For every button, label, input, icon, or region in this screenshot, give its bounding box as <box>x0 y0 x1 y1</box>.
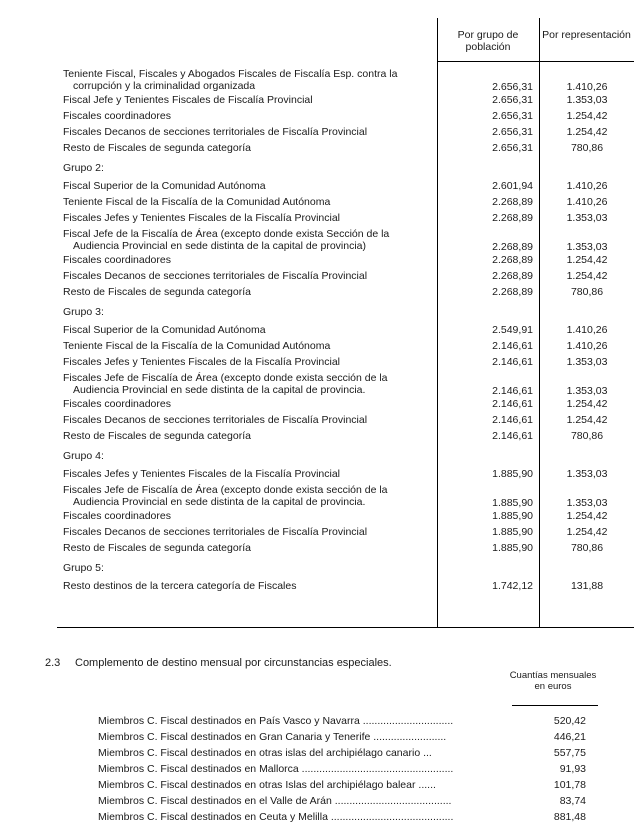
table-row <box>57 110 634 123</box>
section-number: 2.3 <box>45 657 61 669</box>
row-label <box>63 468 340 481</box>
value-representacion: 1.410,26 <box>566 180 608 192</box>
column-header-representacion <box>539 29 634 41</box>
row-label-line: Resto destinos de la tercera categoría de Fiscales <box>63 580 297 592</box>
value-poblacion: 1.885,90 <box>492 468 533 480</box>
group-label: Grupo 4: <box>63 450 104 462</box>
row-label-line: Fiscales Jefes y Tenientes Fiscales de la Fiscalía Provincial <box>63 212 341 224</box>
row-label-line: Resto de Fiscales de segunda categoría <box>63 430 251 442</box>
row-label-line: Fiscales Jefes y Tenientes Fiscales de la Fiscalía Provincial <box>63 468 341 480</box>
row-label-line: Fiscales Jefe de Fiscalía de Área (excepto donde exista sección de la <box>63 484 388 496</box>
table-row <box>57 68 634 94</box>
list-item-label: Miembros C. Fiscal destinados en otras Islas del archipiélago balear ...... <box>98 779 436 791</box>
list-item <box>98 746 618 761</box>
row-label-line: Fiscal Superior de la Comunidad Autónoma <box>63 180 266 192</box>
value-poblacion: 2.146,61 <box>492 398 533 410</box>
table-row <box>57 324 634 337</box>
list-item-amount: 83,74 <box>559 795 586 807</box>
amounts-column-header: Cuantías mensuales en euros <box>509 670 597 692</box>
value-representacion: 1.410,26 <box>566 324 608 336</box>
row-label <box>63 414 367 427</box>
row-label <box>63 398 171 411</box>
value-poblacion: 2.146,61 <box>492 356 533 368</box>
value-poblacion: 1.742,12 <box>492 580 533 592</box>
table-row <box>57 526 634 539</box>
list-item-label: Miembros C. Fiscal destinados en País Vasco y Navarra ............................... <box>98 715 454 727</box>
value-poblacion: 2.268,89 <box>492 212 533 224</box>
value-representacion: 780,86 <box>570 542 604 554</box>
table-row <box>57 180 634 193</box>
table-row <box>57 580 634 593</box>
salary-table <box>57 18 634 628</box>
group-label: Grupo 5: <box>63 562 104 574</box>
value-poblacion: 2.601,94 <box>492 180 533 192</box>
row-label <box>63 526 367 539</box>
table-row <box>57 196 634 209</box>
value-representacion: 1.254,42 <box>566 254 608 266</box>
list-item <box>98 762 618 777</box>
row-label-line: Fiscales coordinadores <box>63 110 171 122</box>
table-row <box>57 356 634 369</box>
value-representacion: 1.353,03 <box>566 497 608 509</box>
row-label-line: Teniente Fiscal de la Fiscalía de la Comunidad Autónoma <box>63 340 331 352</box>
row-label <box>63 110 171 123</box>
value-poblacion: 1.885,90 <box>492 497 533 509</box>
table-row <box>57 484 634 510</box>
value-representacion: 1.254,42 <box>566 414 608 426</box>
value-representacion: 1.254,42 <box>566 270 608 282</box>
row-label <box>63 126 367 139</box>
row-label-line: Fiscales Decanos de secciones territoriales de Fiscalía Provincial <box>63 526 368 538</box>
row-label-continuation: Audiencia Provincial en sede distinta de la capital de provincia. <box>73 384 366 396</box>
table-row <box>57 372 634 398</box>
row-label <box>63 68 397 92</box>
row-label <box>63 542 251 555</box>
amounts-header-rule <box>512 705 598 706</box>
value-representacion: 1.254,42 <box>566 110 608 122</box>
row-label <box>63 340 330 353</box>
list-item-label: Miembros C. Fiscal destinados en el Valle de Arán ........................................ <box>98 795 452 807</box>
row-label <box>63 580 296 593</box>
value-poblacion: 2.656,31 <box>492 94 533 106</box>
value-representacion: 1.410,26 <box>566 196 608 208</box>
value-representacion: 1.254,42 <box>566 398 608 410</box>
value-representacion: 1.353,03 <box>566 468 608 480</box>
row-label <box>63 180 266 193</box>
column-header-poblacion <box>437 29 539 53</box>
value-poblacion: 2.146,61 <box>492 430 533 442</box>
value-poblacion: 2.146,61 <box>492 340 533 352</box>
row-label <box>63 142 251 155</box>
list-item-amount: 91,93 <box>559 763 586 775</box>
value-representacion: 780,86 <box>570 142 604 154</box>
table-row <box>57 510 634 523</box>
row-label <box>63 430 251 443</box>
row-label-line: Resto de Fiscales de segunda categoría <box>63 542 251 554</box>
table-row <box>57 286 634 299</box>
row-label-line: Fiscal Superior de la Comunidad Autónoma <box>63 324 266 336</box>
list-item-label: Miembros C. Fiscal destinados en Ceuta y Melilla .......................................... <box>98 811 454 823</box>
table-row <box>57 126 634 139</box>
table-row <box>57 430 634 443</box>
section-title: Complemento de destino mensual por circunstancias especiales. <box>75 657 392 669</box>
row-label <box>63 286 251 299</box>
table-row <box>57 414 634 427</box>
value-poblacion: 1.885,90 <box>492 526 533 538</box>
value-representacion: 1.254,42 <box>566 510 608 522</box>
row-label <box>63 212 340 225</box>
list-item <box>98 714 618 729</box>
value-representacion: 1.353,03 <box>566 212 608 224</box>
value-representacion: 1.353,03 <box>566 385 608 397</box>
row-label-line: Fiscales Decanos de secciones territoriales de Fiscalía Provincial <box>63 126 368 138</box>
list-item <box>98 778 618 793</box>
row-label-line: Fiscales Decanos de secciones territoriales de Fiscalía Provincial <box>63 414 368 426</box>
row-label-line: Fiscales Jefe de Fiscalía de Área (excepto donde exista sección de la <box>63 372 388 384</box>
table-row <box>57 542 634 555</box>
row-label-line: Resto de Fiscales de segunda categoría <box>63 142 251 154</box>
value-poblacion: 2.146,61 <box>492 385 533 397</box>
value-poblacion: 2.656,31 <box>492 81 533 93</box>
table-row <box>57 228 634 254</box>
group-label: Grupo 2: <box>63 162 104 174</box>
row-label-line: Resto de Fiscales de segunda categoría <box>63 286 251 298</box>
list-item-amount: 520,42 <box>553 715 586 727</box>
row-label-continuation: Audiencia Provincial en sede distinta de la capital de provincia) <box>73 240 367 252</box>
value-poblacion: 2.656,31 <box>492 126 533 138</box>
row-label-line: Fiscal Jefe de la Fiscalía de Área (excepto donde exista Sección de la <box>63 228 390 240</box>
bottom-rule <box>57 627 634 628</box>
value-poblacion: 2.268,89 <box>492 270 533 282</box>
row-label-continuation: Audiencia Provincial en sede distinta de la capital de provincia. <box>73 496 366 508</box>
section-heading <box>45 657 392 669</box>
value-representacion: 1.410,26 <box>566 81 608 93</box>
row-label-line: Fiscal Jefe y Tenientes Fiscales de Fiscalía Provincial <box>63 94 313 106</box>
row-label <box>63 228 389 252</box>
row-label-line: Fiscales Decanos de secciones territoriales de Fiscalía Provincial <box>63 270 368 282</box>
row-label-line: Fiscales coordinadores <box>63 398 171 410</box>
list-item-label: Miembros C. Fiscal destinados en Gran Canaria y Tenerife ......................... <box>98 731 447 743</box>
table-row <box>57 270 634 283</box>
value-representacion: 1.254,42 <box>566 526 608 538</box>
table-row <box>57 212 634 225</box>
list-item-label: Miembros C. Fiscal destinados en otras islas del archipiélago canario ... <box>98 747 432 759</box>
list-item-amount: 446,21 <box>553 731 586 743</box>
value-representacion: 1.353,03 <box>566 94 608 106</box>
row-label-line: Teniente Fiscal de la Fiscalía de la Comunidad Autónoma <box>63 196 331 208</box>
table-row <box>57 340 634 353</box>
column-header-representacion-text: Por representación <box>542 29 631 41</box>
row-label <box>63 484 388 508</box>
row-label <box>63 510 171 523</box>
group-label: Grupo 3: <box>63 306 104 318</box>
value-poblacion: 2.146,61 <box>492 414 533 426</box>
list-item-amount: 881,48 <box>553 811 586 823</box>
list-item-amount: 101,78 <box>553 779 586 791</box>
list-item <box>98 730 618 745</box>
value-poblacion: 2.268,89 <box>492 286 533 298</box>
table-row <box>57 468 634 481</box>
value-representacion: 1.254,42 <box>566 126 608 138</box>
value-representacion: 780,86 <box>570 430 604 442</box>
row-label <box>63 324 266 337</box>
value-poblacion: 2.656,31 <box>492 142 533 154</box>
table-row <box>57 254 634 267</box>
value-poblacion: 2.268,89 <box>492 196 533 208</box>
row-label <box>63 270 367 283</box>
row-label <box>63 356 340 369</box>
value-representacion: 1.353,03 <box>566 356 608 368</box>
value-representacion: 131,88 <box>570 580 604 592</box>
value-poblacion: 1.885,90 <box>492 510 533 522</box>
row-label-line: Teniente Fiscal, Fiscales y Abogados Fiscales de Fiscalía Esp. contra la <box>63 68 398 80</box>
header-rule <box>437 61 634 62</box>
list-item-label: Miembros C. Fiscal destinados en Mallorca .................................................... <box>98 763 454 775</box>
list-item-amount: 557,75 <box>553 747 586 759</box>
value-representacion: 1.353,03 <box>566 241 608 253</box>
row-label <box>63 254 171 267</box>
value-poblacion: 2.268,89 <box>492 254 533 266</box>
table-row <box>57 94 634 107</box>
value-poblacion: 1.885,90 <box>492 542 533 554</box>
column-header-poblacion-text: Por grupo de población <box>457 29 519 53</box>
row-label-continuation: corrupción y la criminalidad organizada <box>73 80 256 92</box>
value-poblacion: 2.549,91 <box>492 324 533 336</box>
list-item <box>98 794 618 809</box>
row-label-line: Fiscales Jefes y Tenientes Fiscales de la Fiscalía Provincial <box>63 356 341 368</box>
row-label <box>63 94 313 107</box>
row-label <box>63 372 388 396</box>
table-row <box>57 142 634 155</box>
row-label <box>63 196 330 209</box>
value-poblacion: 2.656,31 <box>492 110 533 122</box>
row-label-line: Fiscales coordinadores <box>63 254 171 266</box>
value-poblacion: 2.268,89 <box>492 241 533 253</box>
table-row <box>57 398 634 411</box>
value-representacion: 780,86 <box>570 286 604 298</box>
row-label-line: Fiscales coordinadores <box>63 510 171 522</box>
value-representacion: 1.410,26 <box>566 340 608 352</box>
list-item <box>98 810 618 825</box>
